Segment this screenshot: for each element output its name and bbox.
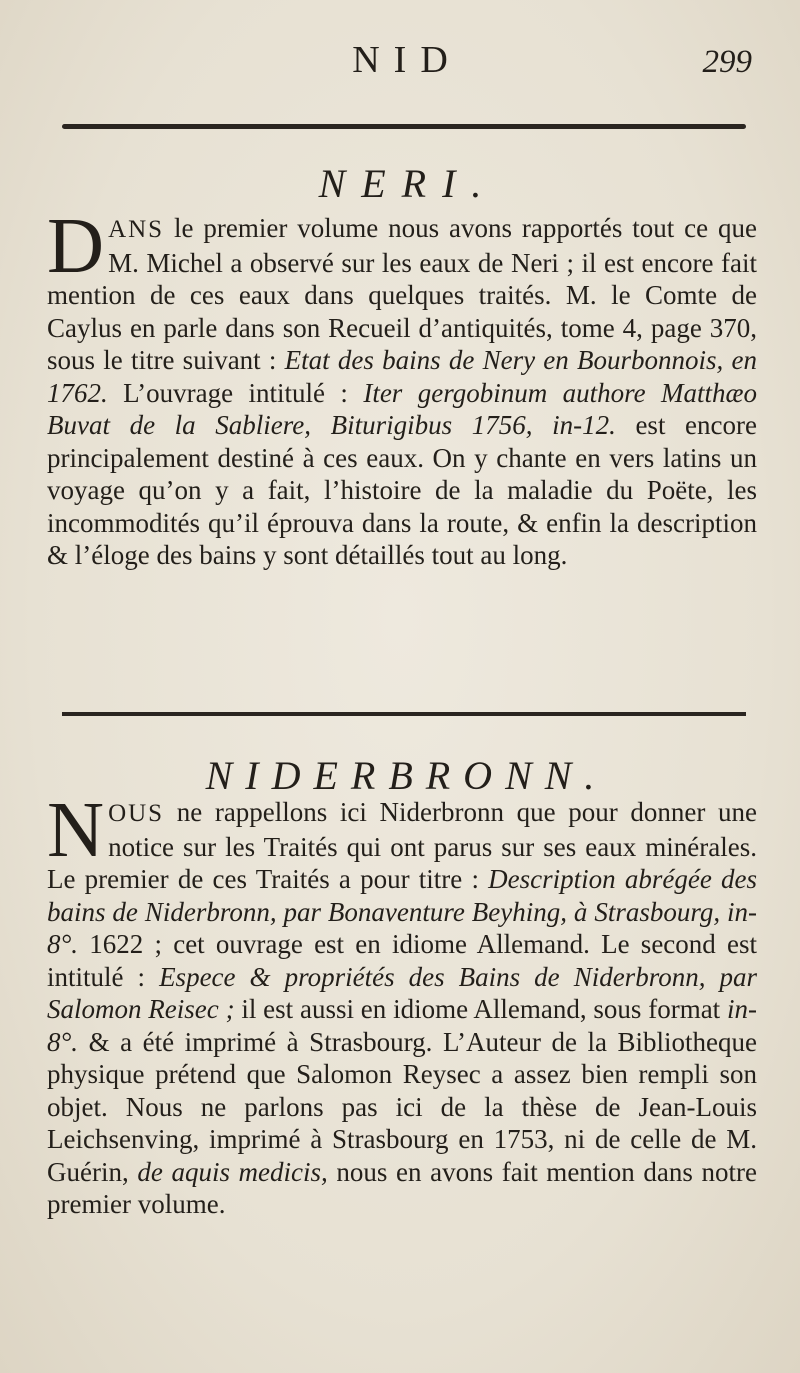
text-span: ne rappellons ici Niderbronn que pour donner une notice sur les Traités qui ont parus sur ses eaux minérales. Le premier de ces Traités a pour titre :	[47, 797, 757, 894]
running-title: NID	[352, 39, 462, 81]
paragraph-niderbronn	[47, 787, 758, 1221]
text-span: il est aussi en idiome Allemand, sous format	[234, 994, 727, 1024]
running-head	[0, 38, 800, 88]
section-title-niderbronn: NIDERBRONN.	[205, 753, 608, 798]
italic-title: de aquis medicis,	[137, 1156, 328, 1187]
italic-title: Description abrégée des bains de Niderbronn, par Bonaventure Beyhing, à Strasbourg, in-8°.	[47, 864, 758, 959]
first-word: ANS	[108, 216, 165, 243]
first-word: OUS	[108, 800, 165, 827]
italic-title: in-8°.	[47, 994, 757, 1057]
drop-cap: D	[47, 203, 105, 290]
text-span: le premier volume nous avons rapportés tout ce que M. Michel a observé sur les eaux de Neri ; il est encore fait mention de ces eaux dans quelques traités. M. le Comte de Caylus en parle dans son Recueil d’antiquités, tome 4, page 370, sous le titre suivant :	[47, 213, 757, 375]
italic-title: Espece & propriétés des Bains de Niderbronn, par Salomon Reisec ;	[47, 961, 757, 1024]
italic-title: Iter gergobinum authore Matthæo Buvat de la Sabliere, Biturigibus 1756, in-12.	[47, 377, 758, 440]
drop-cap: N	[47, 787, 105, 874]
italic-title: Etat des bains de Nery en Bourbonnois, en 1762.	[47, 345, 757, 408]
text-span: est encore principalement destiné à ces eaux. On y chante en vers latins un voyage qu’on y a fait, l’histoire de la maladie du Poëte, les incommodités qu’il éprouva dans la route, & enfin la description & l’éloge des bains y sont détaillés tout au long.	[47, 410, 757, 570]
paragraph-neri	[47, 203, 758, 572]
section-title-neri: NERI.	[318, 161, 498, 206]
section-rule	[62, 712, 746, 716]
page-number: 299	[702, 44, 752, 80]
text-span: nous en avons fait mention dans notre premier volume.	[47, 1156, 757, 1219]
text-span: L’ouvrage intitulé :	[107, 377, 364, 408]
text-span: & a été imprimé à Strasbourg. L’Auteur de la Bibliotheque physique prétend que Salomon Reysec a assez bien rempli son objet. Nous ne parlons pas ici de la thèse de Jean-Louis Leichsenving, imprimé à Strasbourg en 1753, ni de celle de M. Guérin,	[47, 1026, 757, 1187]
header-rule	[62, 124, 746, 129]
text-span: 1622 ; cet ouvrage est en idiome Allemand. Le second est intitulé :	[47, 929, 757, 992]
